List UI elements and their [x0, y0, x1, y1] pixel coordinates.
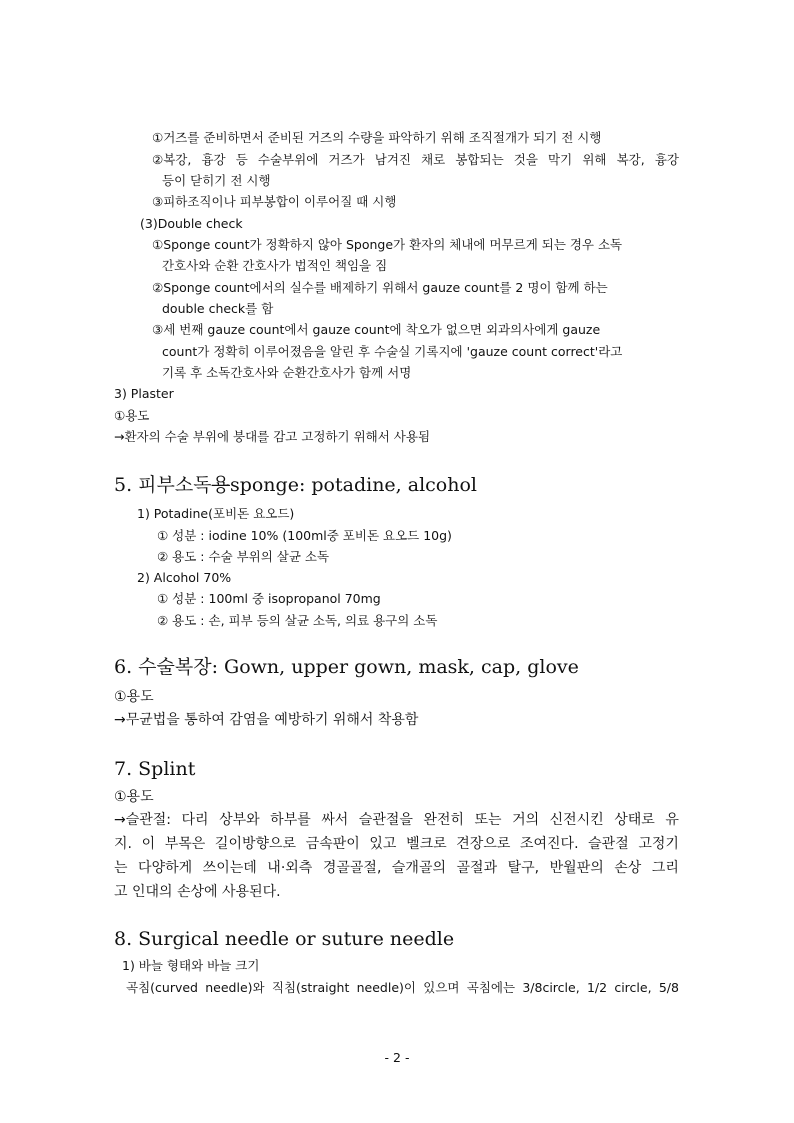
- list-item-continuation: double check를 함: [162, 301, 274, 316]
- paragraph-line: →슬관절: 다리 상부와 하부를 싸서 슬관절을 완전히 또는 거의 신전시킨 상태로 유: [114, 812, 679, 828]
- list-item-continuation: 기록 후 소독간호사와 순환간호사가 함께 서명: [162, 365, 412, 380]
- usage-label: ①용도: [114, 408, 150, 423]
- list-item: ②Sponge count에서의 실수를 배제하기 위해서 gauze count를 2 명이 함께 하는: [152, 280, 608, 295]
- list-item: ① 성분 : 100ml 중 isopropanol 70mg: [157, 591, 381, 606]
- subheading: 1) 바늘 형태와 바늘 크기: [122, 958, 260, 973]
- section-title-5-struck: 용: [211, 474, 230, 496]
- usage-label: ①용도: [114, 789, 154, 805]
- subheading-double-check: (3)Double check: [140, 216, 243, 231]
- section-title-5: [114, 472, 477, 498]
- subheading: 2) Alcohol 70%: [137, 570, 232, 585]
- usage-text: →무균법을 통하여 감염을 예방하기 위해서 착용함: [114, 712, 419, 728]
- list-item: ① 성분 : iodine 10% (100ml중 포비돈 요오드 10g): [157, 528, 452, 543]
- paragraph-line: 는 다양하게 쓰이는데 내·외측 경골골절, 슬개골의 골절과 탈구, 반월판의 손상 그리: [114, 860, 679, 876]
- list-item: ③피하조직이나 피부봉합이 이루어질 때 시행: [152, 194, 397, 209]
- subheading-plaster: 3) Plaster: [114, 386, 174, 401]
- section-title-7: 7. Splint: [114, 758, 196, 780]
- paragraph-line: 고 인대의 손상에 사용된다.: [114, 884, 281, 900]
- usage-text: →환자의 수술 부위에 붕대를 감고 고정하기 위해서 사용됨: [114, 429, 431, 444]
- usage-label: ①용도: [114, 689, 154, 705]
- section-title-5-prefix: 5. 피부소독: [114, 474, 212, 496]
- list-item-continuation: count가 정확히 이루어졌음을 알린 후 수술실 기록지에 'gauze count correct'라고: [162, 344, 623, 359]
- section-title-6: 6. 수술복장: Gown, upper gown, mask, cap, glove: [114, 656, 579, 678]
- page-number: - 2 -: [384, 1050, 410, 1065]
- list-item: ② 용도 : 수술 부위의 살균 소독: [157, 549, 330, 564]
- list-item: ② 용도 : 손, 피부 등의 살균 소독, 의료 용구의 소독: [157, 613, 438, 628]
- paragraph-line: 지. 이 부목은 길이방향으로 금속판이 있고 벨크로 견장으로 조여진다. 슬관절 고정기: [114, 836, 679, 852]
- list-item-continuation: 등이 닫히기 전 시행: [162, 173, 271, 188]
- list-item: ①거즈를 준비하면서 준비된 거즈의 수량을 파악하기 위해 조직절개가 되기 전 시행: [152, 130, 602, 145]
- section-title-8: 8. Surgical needle or suture needle: [114, 928, 455, 950]
- list-item: ②복강, 흉강 등 수술부위에 거즈가 남겨진 채로 봉합되는 것을 막기 위해 복강, 흉강: [152, 152, 679, 167]
- list-item-continuation: 간호사와 순환 간호사가 법적인 책임을 짐: [162, 258, 388, 273]
- paragraph-line: 곡침(curved needle)와 직침(straight needle)이 있으며 곡침에는 3/8circle, 1/2 circle, 5/8: [126, 980, 679, 995]
- list-item: ③세 번째 gauze count에서 gauze count에 착오가 없으면 외과의사에게 gauze: [152, 322, 601, 337]
- subheading: 1) Potadine(포비돈 요오드): [137, 506, 295, 521]
- list-item: ①Sponge count가 정확하지 않아 Sponge가 환자의 체내에 머무르게 되는 경우 소독: [152, 237, 623, 252]
- section-title-5-suffix: sponge: potadine, alcohol: [229, 474, 477, 496]
